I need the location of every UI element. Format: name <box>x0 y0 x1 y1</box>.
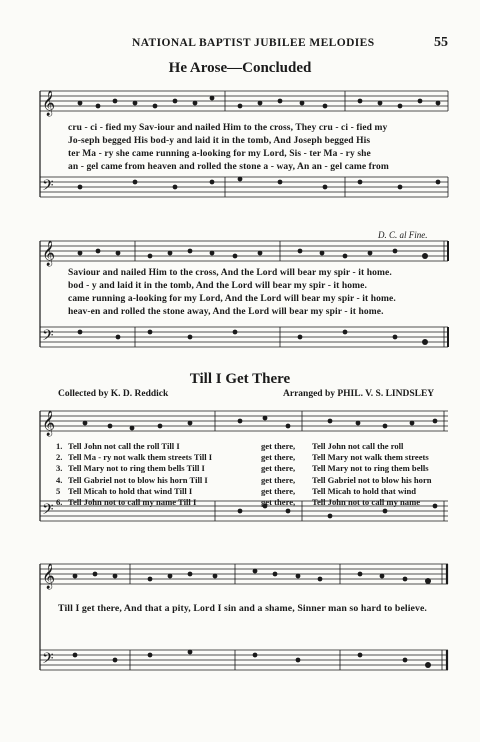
song-title-till-i-get-there: Till I Get There <box>189 371 291 387</box>
verse-text-c: Tell John not call the roll <box>312 441 404 451</box>
verse-number: 5 <box>56 485 61 496</box>
song1-system1-lyric-line-3: ter Ma - ry she came running a-looking for my Lord, Sis - ter Ma - ry she <box>68 149 371 159</box>
svg-text:𝄞: 𝄞 <box>42 410 56 435</box>
song1-system1-lyric-line-4: an - gel came from heaven and rolled the stone a - way, An an - gel came from <box>68 162 389 172</box>
verse-text-b: get there, <box>261 485 296 496</box>
verse-text-c: Tell Micah to hold that wind <box>312 485 417 496</box>
verse-text-b: get there, <box>261 496 296 507</box>
verse-text-b: get there, <box>261 463 296 474</box>
verse-text-c: Tell Mary not to ring them bells <box>312 463 429 474</box>
verse-text-a: Tell Gabriel not to blow his horn Till I <box>68 474 208 485</box>
svg-text:𝄞: 𝄞 <box>42 563 56 588</box>
music-system-1 <box>40 85 450 210</box>
song1-system2-lyric-line-2: bod - y and laid it in the tomb, And the Lord will bear my spir - it home. <box>68 281 367 291</box>
verse-text-c: Tell John not to call my name <box>312 496 421 507</box>
arranged-by-credit: Arranged by PHIL. V. S. LINDSLEY <box>283 389 435 399</box>
song1-system2-lyric-line-3: came running a-looking for my Lord, And the Lord will bear my spir - it home. <box>68 294 396 304</box>
song2-refrain-lyric: Till I get there, And that a pity, Lord I sin and a shame, Sinner man so hard to believe. <box>58 603 427 614</box>
verse-text-a: Tell John not call the roll Till I <box>68 441 180 451</box>
verse-text-a: Tell Ma - ry not walk them streets Till I <box>68 452 213 463</box>
svg-text:𝄢: 𝄢 <box>42 501 54 521</box>
verse-number: 6. <box>56 496 63 507</box>
svg-text:𝄢: 𝄢 <box>42 327 54 347</box>
verse-text-b: get there, <box>261 452 296 463</box>
page-number: 55 <box>434 35 448 50</box>
collected-by-credit: Collected by K. D. Reddick <box>58 389 169 399</box>
verse-text-b: get there, <box>261 441 296 451</box>
svg-text:𝄢: 𝄢 <box>42 177 54 197</box>
song-title-he-arose: He Arose—Concluded <box>168 60 312 76</box>
verse-text-c: Tell Mary not walk them streets <box>312 452 429 463</box>
verse-number: 3. <box>56 463 63 474</box>
song1-system2-lyric-line-1: Saviour and nailed Him to the cross, And the Lord will bear my spir - it home. <box>68 268 392 278</box>
verse-number: 4. <box>56 474 63 485</box>
verse-number: 1. <box>56 441 63 451</box>
svg-text:𝄢: 𝄢 <box>42 650 54 670</box>
verse-text-a: Tell John not to call my name Till I <box>68 496 197 507</box>
verse-text-b: get there, <box>261 474 296 485</box>
verse-number: 2. <box>56 452 63 463</box>
book-title: NATIONAL BAPTIST JUBILEE MELODIES <box>132 37 375 49</box>
svg-text:𝄞: 𝄞 <box>42 240 56 265</box>
direction-dc-al-fine: D. C. al Fine. <box>378 230 428 240</box>
song1-system1-lyric-line-2: Jo-seph begged His bod-y and laid it in the tomb, And Joseph begged His <box>68 136 371 146</box>
verse-text-a: Tell Micah to hold that wind Till I <box>68 485 193 496</box>
song1-system2-lyric-line-4: heav-en and rolled the stone away, And the Lord will bear my spir - it home. <box>68 307 384 317</box>
svg-text:𝄞: 𝄞 <box>42 90 56 115</box>
verse-text-c: Tell Gabriel not to blow his horn <box>312 474 432 485</box>
song1-system1-lyric-line-1: cru - ci - fied my Sav-iour and nailed Him to the cross, They cru - ci - fied my <box>68 123 388 133</box>
music-system-4 <box>40 558 450 683</box>
verse-text-a: Tell Mary not to ring them bells Till I <box>68 463 205 474</box>
